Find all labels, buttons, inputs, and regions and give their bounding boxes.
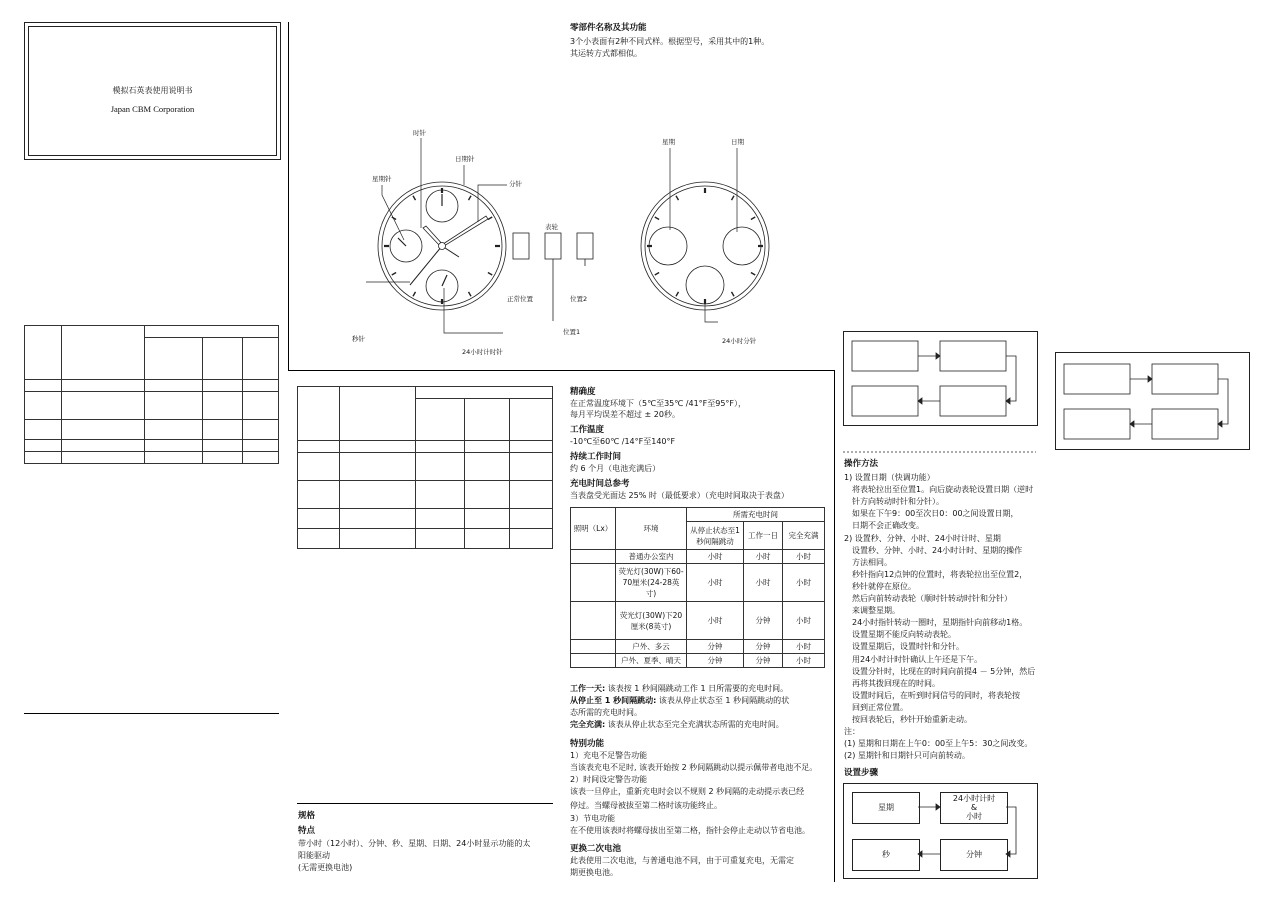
step-h24-label-3: 小时 (966, 812, 982, 821)
parts-heading: 零部件名称及其功能 (570, 23, 647, 33)
setting-title: 设置步骤 (844, 768, 879, 778)
th-day: 工作一日 (744, 522, 783, 550)
label-minute-hand: 分针 (509, 180, 522, 188)
step-second-label: 秒 (882, 850, 890, 859)
special-line: 在不使用该表时将螺母拔出至第二格，指针会停止走动以节省电池。 (570, 826, 810, 835)
accuracy-line-1: 在正常温度环境下（5℃至35℃ /41°F至95°F）， (570, 399, 747, 408)
duration-text: 约 6 个月（电池充满后） (570, 464, 661, 473)
full-cell: 小时 (783, 602, 825, 640)
env-cell: 荧光灯(30W)下60-70厘米(24-28英寸) (616, 564, 687, 602)
battery-line: 期更换电池。 (570, 868, 618, 877)
operation-line: 按回表轮后，秒针开始重新走动。 (844, 715, 972, 724)
spec-title: 规格 (298, 811, 316, 821)
operation-line: 设置时间后，在听到时间信号的同时，将表轮按 (844, 690, 1020, 700)
label-second-hand: 秒针 (352, 335, 365, 343)
env-cell: 户外、夏季、晴天 (616, 654, 687, 668)
day-cell: 小时 (744, 564, 783, 602)
parts-desc-1: 3个小表面有2种不同式样。根据型号，采用其中的1种。 (570, 37, 770, 46)
label-weekday: 星期 (662, 138, 675, 146)
label-weekday-hand: 星期针 (372, 175, 392, 183)
feature-title: 特点 (298, 826, 316, 836)
th-lux: 照明（Lx） (571, 508, 616, 550)
cover-company: Japan CBM Corporation (110, 104, 195, 114)
label-hour-hand: 时针 (413, 129, 426, 137)
battery-line: 此表使用二次电池，与普通电池不同，由于可重复充电，无需定 (570, 856, 794, 865)
day-cell: 分钟 (744, 654, 783, 668)
full-cell: 小时 (783, 564, 825, 602)
step-minute-label: 分钟 (966, 850, 982, 859)
label-h24-meter: 24小时分针 (722, 337, 757, 345)
special-line: 3）节电功能 (570, 814, 616, 823)
cover-title: 模拟石英表使用说明书 (112, 86, 193, 95)
operation-line: 设置分针时，比现在的时间向前提4 － 5分钟，然后 (844, 666, 1036, 676)
def-stop: 从停止至 1 秒间隔跳动: 该表从停止状态至 1 秒间隔跳动的状 (570, 696, 790, 705)
charge-title: 充电时间总参考 (570, 479, 630, 489)
special-line: 2）时间设定警告功能 (570, 775, 648, 784)
full-cell: 小时 (783, 654, 825, 668)
stop-cell: 分钟 (687, 640, 744, 654)
operation-line: 2) 设置秒、分钟、小时、24小时计时、星期 (844, 533, 1001, 543)
stop-cell: 分钟 (687, 654, 744, 668)
operation-line: 设置秒、分钟、小时、24小时计时、星期的操作 (844, 545, 1023, 555)
operation-line: 用24小时计时针确认上午还是下午。 (844, 654, 983, 664)
feature-line: 带小时（12小时）、分钟、秒、星期、日期、24小时显示功能的太 (298, 839, 531, 848)
operation-line: 来调整星期。 (844, 606, 900, 616)
operation-line: 1) 设置日期（快调功能） (844, 473, 935, 482)
accuracy-line-2: 每月平均误差不超过 ± 20秒。 (570, 410, 680, 419)
day-cell: 分钟 (744, 640, 783, 654)
accuracy-title: 精确度 (570, 387, 596, 397)
operation-title: 操作方法 (844, 459, 879, 469)
op-temp-title: 工作温度 (570, 425, 605, 435)
operation-line: 将表轮拉出至位置1。向后旋动表轮设置日期（逆时 (844, 485, 1034, 495)
th-required: 所需充电时间 (687, 508, 825, 522)
operation-line: 秒针就停在原位。 (844, 581, 916, 591)
def-stop-2: 态所需的充电时间。 (570, 708, 642, 717)
day-cell: 小时 (744, 550, 783, 564)
step-h24-label-1: 24小时计时 (952, 794, 996, 803)
operation-line: 如果在下午9：00至次日0：00之间设置日期， (844, 509, 1019, 519)
def-full: 完全充满: 该表从停止状态至完全充满状态所需的充电时间。 (570, 720, 784, 729)
def-one-day: 工作一天: 该表按 1 秒间隔跳动工作 1 日所需要的充电时间。 (570, 684, 789, 693)
day-cell: 分钟 (744, 602, 783, 640)
label-pos1: 位置1 (563, 328, 581, 336)
operation-line: (1) 星期和日期在上午0：00至上午5：30之间改变。 (844, 739, 1033, 749)
step-weekday-label: 星期 (878, 803, 894, 812)
label-date: 日期 (731, 138, 744, 146)
operation-line: 设置星期不能反向转动表轮。 (844, 630, 956, 640)
operation-line: 日期不会正确改变。 (844, 521, 924, 531)
env-cell: 户外、多云 (616, 640, 687, 654)
special-line: 该表一旦停止，重新充电时会以不规则 2 秒间隔的走动提示表已经 (570, 787, 805, 796)
label-pos2: 位置2 (570, 295, 588, 303)
step-h24-label-2: & (970, 803, 978, 812)
special-line: 1）充电不足警告功能 (570, 751, 648, 760)
label-h24-hand: 24小时计时针 (462, 348, 503, 356)
special-title: 特别功能 (570, 739, 605, 749)
operation-line: 秒针指向12点钟的位置时，将表轮拉出至位置2， (844, 569, 1028, 579)
op-temp-text: -10℃至60℃ /14°F至140°F (570, 437, 676, 446)
operation-line: 回到正常位置。 (844, 702, 908, 712)
feature-line: (无需更换电池) (298, 863, 353, 872)
duration-title: 持续工作时间 (570, 452, 622, 462)
stop-cell: 小时 (687, 564, 744, 602)
operation-line: (2) 星期针和日期针只可向前转动。 (844, 751, 970, 761)
th-full: 完全充满 (783, 522, 825, 550)
special-line: 停过。当螺母被拔至第二格时该功能终止。 (570, 801, 722, 810)
stop-cell: 小时 (687, 602, 744, 640)
operation-line: 再将其拨回现在的时间。 (844, 678, 940, 688)
feature-line: 阳能驱动 (298, 851, 330, 860)
operation-line: 设置星期后，设置时针和分针。 (844, 642, 964, 652)
battery-title: 更换二次电池 (570, 844, 622, 854)
th-stop: 从停止状态至1秒间隔跳动 (687, 522, 744, 550)
special-line: 当该表充电不足时, 该表开始按 2 秒间隔跳动以提示佩带者电池不足。 (570, 763, 818, 772)
th-env: 环境 (616, 508, 687, 550)
env-cell: 普通办公室内 (616, 550, 687, 564)
charge-text: 当表盘受光面达 25% 时（最低要求）（充电时间取决于表盘） (570, 491, 789, 500)
full-cell: 小时 (783, 550, 825, 564)
parts-desc-2: 其运转方式都相似。 (570, 49, 642, 58)
label-normal-pos: 正常位置 (507, 295, 533, 303)
label-crown: 表轮 (545, 223, 558, 231)
operation-line: 注： (844, 727, 860, 737)
operation-line: 方法相同。 (844, 557, 892, 567)
operation-line: 然后向前转动表轮（顺时针转动时针和分针） (844, 594, 1012, 603)
full-cell: 小时 (783, 640, 825, 654)
label-date-hand: 日期针 (455, 155, 475, 163)
operation-line: 24小时指针转动一圈时，星期指针向前移动1格。 (844, 618, 1028, 628)
env-cell: 荧光灯(30W)下20厘米(8英寸) (616, 602, 687, 640)
stop-cell: 小时 (687, 550, 744, 564)
operation-line: 针方向转动时针和分针）。 (844, 497, 944, 507)
